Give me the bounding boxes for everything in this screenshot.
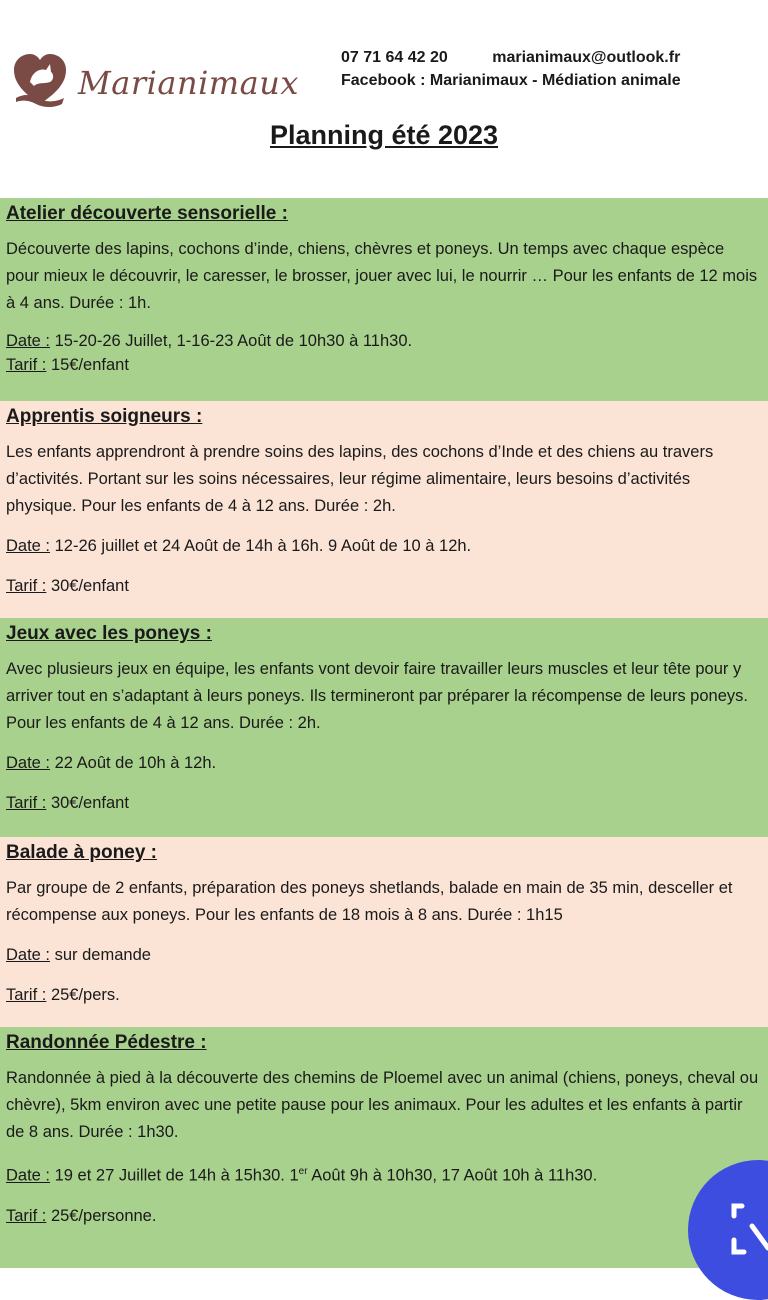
tarif-label: Tarif : (6, 986, 47, 1004)
contact-email: marianimaux@outlook.fr (492, 49, 681, 66)
section-tarif (6, 983, 760, 1007)
section-date (6, 329, 760, 353)
section-description: Avec plusieurs jeux en équipe, les enfants vont devoir faire travailler leurs muscles et leur tête pour y arriver tout en s’adaptant à leurs poneys. Ils termineront par préparer la récompense de leurs poneys. Pour les enfants de 4 à 12 ans. Durée : 2h. (6, 660, 748, 732)
date-value-part2: Août 9h à 10h30, 17 Août 10h à 11h30. (307, 1166, 598, 1185)
brand-logo (12, 52, 299, 110)
contact-line-1 (341, 49, 680, 67)
section-atelier (0, 198, 768, 401)
header (0, 0, 768, 198)
page-title: Planning été 2023 (269, 120, 499, 150)
section-tarif (6, 791, 760, 815)
section-title: Atelier découverte sensorielle : (6, 203, 288, 224)
tarif-value: 25€/pers. (50, 986, 120, 1004)
tarif-value: 15€/enfant (50, 356, 129, 374)
section-balade (0, 837, 768, 1027)
section-title: Apprentis soigneurs : (6, 406, 203, 427)
section-randonnee (0, 1027, 768, 1268)
section-title: Balade à poney : (6, 842, 157, 863)
tarif-value: 30€/enfant (50, 577, 129, 595)
brand-name: Marianimaux (78, 64, 299, 102)
heart-horse-hand-logo-icon (12, 52, 68, 110)
date-label: Date : (6, 332, 51, 350)
tarif-value: 30€/enfant (50, 794, 129, 812)
section-description: Randonnée à pied à la découverte des chemins de Ploemel avec un animal (chiens, poneys, cheval ou chèvre), 5km environ avec une petite pause pour les animaux. Pour les adultes et les enfants à partir de 8 ans. Durée : 1h30. (6, 1069, 759, 1141)
date-value: sur demande (54, 946, 151, 964)
date-superscript: er (298, 1166, 308, 1177)
date-label: Date : (6, 537, 51, 555)
section-jeux-poneys (0, 618, 768, 837)
section-description: Les enfants apprendront à prendre soins des lapins, des cochons d’Inde et des chiens au travers d’activités. Portant sur les soins nécessaires, leur régime alimentaire, leurs besoins d’activités physique. Pour les enfants de 4 à 12 ans. Durée : 2h. (6, 443, 714, 515)
section-title: Randonnée Pédestre : (6, 1032, 207, 1053)
date-value: 22 Août de 10h à 12h. (54, 754, 217, 772)
section-tarif (6, 574, 760, 598)
section-tarif (6, 1204, 760, 1228)
section-date (6, 534, 760, 558)
section-date (6, 751, 760, 775)
date-label: Date : (6, 754, 51, 772)
scan-icon[interactable] (730, 1200, 768, 1260)
section-tarif (6, 353, 760, 377)
contact-facebook: Facebook : Marianimaux - Médiation animale (341, 72, 681, 89)
tarif-value: 25€/personne. (50, 1206, 157, 1225)
tarif-label: Tarif : (6, 794, 47, 812)
section-description: Par groupe de 2 enfants, préparation des poneys shetlands, balade en main de 35 min, desceller et récompense aux poneys. Pour les enfants de 18 mois à 8 ans. Durée : 1h15 (6, 879, 733, 924)
section-date (6, 943, 760, 967)
date-value: 12-26 juillet et 24 Août de 14h à 16h. 9 Août de 10 à 12h. (54, 537, 472, 555)
date-value: 15-20-26 Juillet, 1-16-23 Août de 10h30 à 11h30. (54, 332, 413, 350)
section-date (6, 1160, 760, 1188)
date-label: Date : (6, 946, 51, 964)
tarif-label: Tarif : (6, 1206, 47, 1225)
section-description: Découverte des lapins, cochons d’inde, chiens, chèvres et poneys. Un temps avec chaque espèce pour mieux le découvrir, le caresser, le brosser, jouer avec lui, le nourrir … Pour les enfants de 12 mois à 4 ans. Durée : 1h. (6, 240, 758, 312)
tarif-label: Tarif : (6, 577, 47, 595)
tarif-label: Tarif : (6, 356, 47, 374)
section-apprentis (0, 401, 768, 618)
date-value-part1: 19 et 27 Juillet de 14h à 15h30. 1 (54, 1166, 299, 1185)
section-title: Jeux avec les poneys : (6, 623, 212, 644)
date-label: Date : (6, 1166, 51, 1185)
contact-phone: 07 71 64 42 20 (341, 49, 448, 66)
